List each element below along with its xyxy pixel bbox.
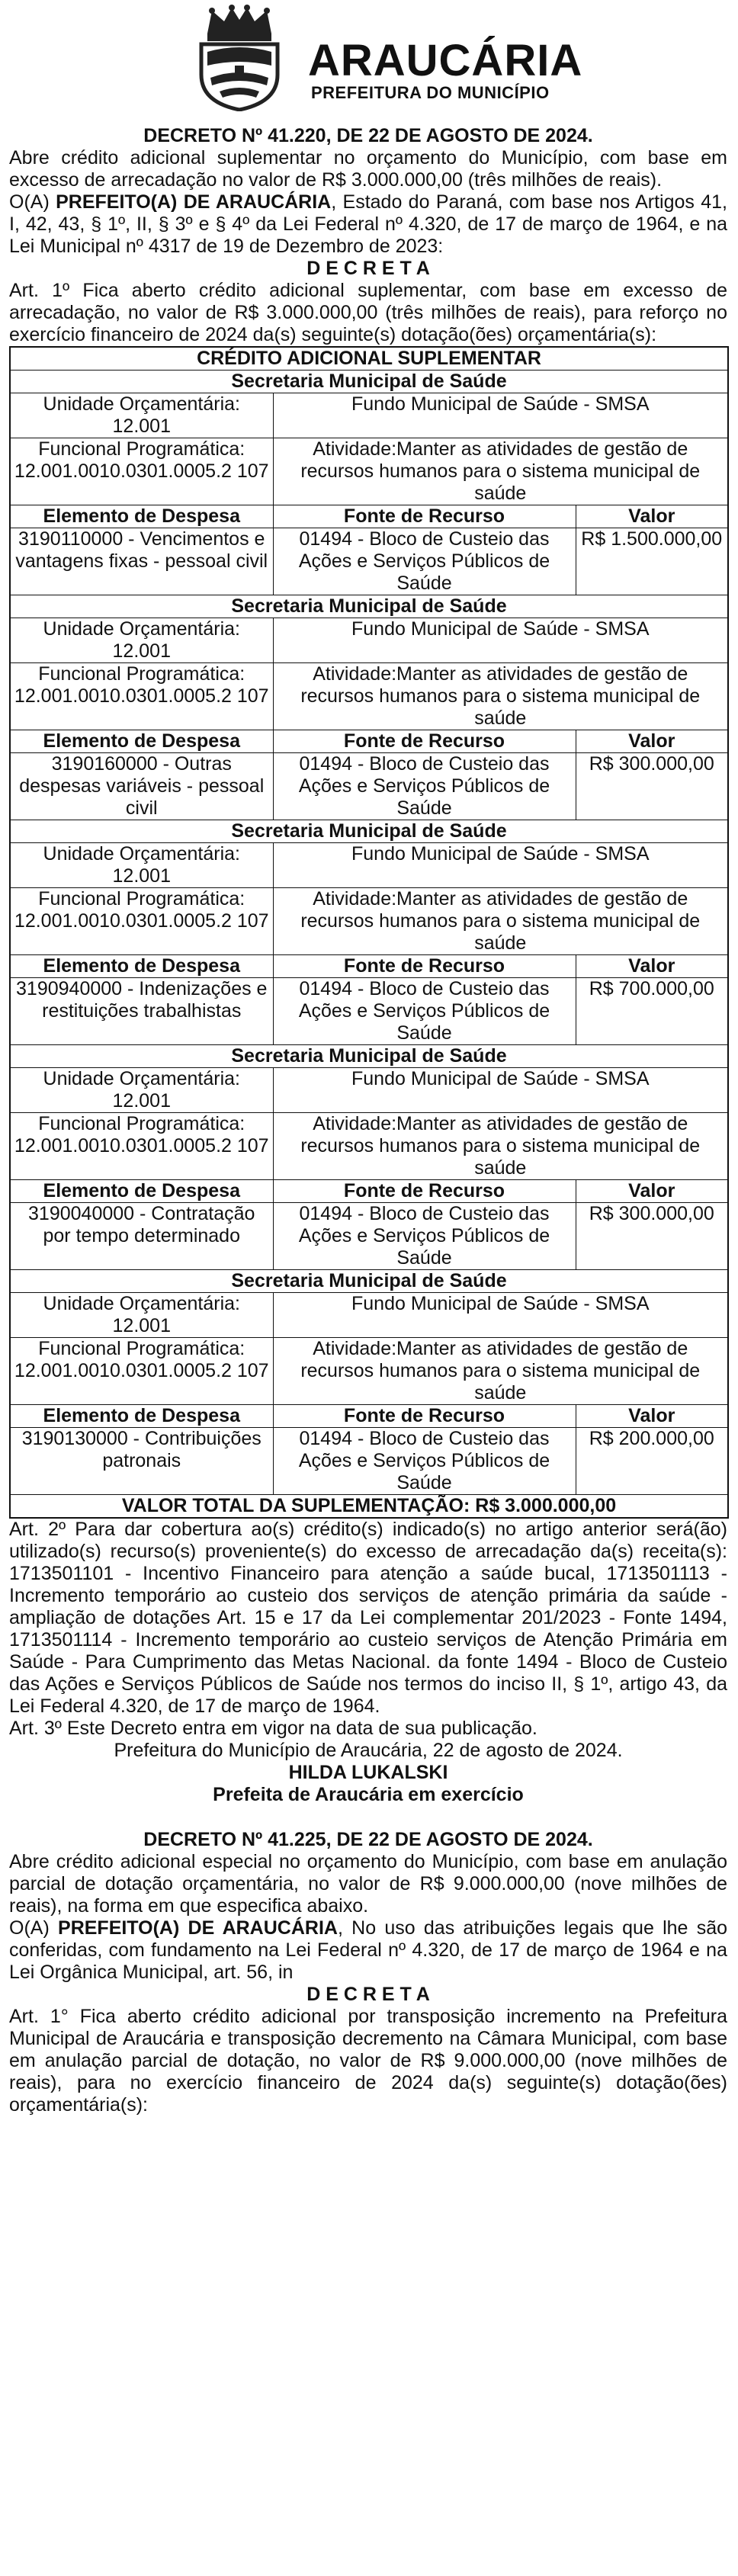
elemento-header: Elemento de Despesa: [10, 1180, 273, 1203]
valor-header: Valor: [576, 505, 728, 528]
decreta-heading: D E C R E T A: [306, 258, 430, 279]
unidade-label: Unidade Orçamentária: 12.001: [10, 1293, 273, 1338]
funcional-label: Funcional Programática: 12.001.0010.0301.0005.2 107: [10, 1113, 273, 1180]
funcional-row: [10, 888, 728, 955]
fonte-value: 01494 - Bloco de Custeio das Ações e Serviços Públicos de Saúde: [273, 1203, 576, 1270]
valor-header: Valor: [576, 1405, 728, 1428]
funcional-row: [10, 438, 728, 505]
fonte-value: 01494 - Bloco de Custeio das Ações e Serviços Públicos de Saúde: [273, 978, 576, 1045]
article-1: Art. 1º Fica aberto crédito adicional suplementar, com base em excesso de arrecadação, no valor de R$ 3.000.000,00 (três milhões de reais), para reforço no exercício financeiro de 2024 da(s) seguinte(s) dotação(ões) orçamentária(s):: [9, 280, 727, 345]
valor-value: R$ 300.000,00: [576, 1203, 728, 1270]
fundo-value: Fundo Municipal de Saúde - SMSA: [273, 843, 728, 888]
atividade-value: Atividade:Manter as atividades de gestão de recursos humanos para o sistema municipal de saúde: [273, 1338, 728, 1405]
decreta-heading-2: D E C R E T A: [306, 1984, 430, 2005]
article-2: Art. 2º Para dar cobertura ao(s) crédito(s) indicado(s) no artigo anterior será(ão) utilizado(s) recurso(s) proveniente(s) do excesso de arrecadação da(s) receita(s): 1713501101 - Incentivo Financeiro para atenção a saúde bucal, 1713501113 - Incremento temporário ao custeio dos serviços de atenção primária da saúde - ampliação de dotações Art. 15 e 17 da Lei complementar 201/2023 - Fonte 1494, 1713501114 - Incremento temporário ao custeio serviços de Atenção Primária em Saúde - Para Cumprimento das Metas Nacional. da fonte 1494 - Bloco de Custeio das Ações e Serviços Públicos de Saúde nos termos do inciso II, § 1º, artigo 43, da Lei Federal 4.320, de 17 de março de 1964.: [9, 1519, 727, 1717]
atividade-value: Atividade:Manter as atividades de gestão de recursos humanos para o sistema municipal de saúde: [273, 1113, 728, 1180]
table-title: CRÉDITO ADICIONAL SUPLEMENTAR: [10, 347, 728, 371]
unidade-row: [10, 843, 728, 888]
valor-header: Valor: [576, 955, 728, 978]
elemento-header: Elemento de Despesa: [10, 955, 273, 978]
funcional-row: [10, 663, 728, 730]
fonte-header: Fonte de Recurso: [273, 730, 576, 753]
secretaria-row: [10, 595, 728, 618]
decree-title-2: DECRETO Nº 41.225, DE 22 DE AGOSTO DE 2024.: [143, 1829, 593, 1850]
letterhead: [9, 0, 727, 122]
fundo-value: Fundo Municipal de Saúde - SMSA: [273, 1293, 728, 1338]
elemento-value: 3190940000 - Indenizações e restituições trabalhistas: [10, 978, 273, 1045]
fonte-header: Fonte de Recurso: [273, 955, 576, 978]
table-row: [10, 978, 728, 1045]
total-row: [10, 1495, 728, 1519]
elemento-value: 3190130000 - Contribuições patronais: [10, 1428, 273, 1495]
secretaria-row: [10, 1270, 728, 1293]
elemento-value: 3190040000 - Contratação por tempo determinado: [10, 1203, 273, 1270]
table-row: [10, 528, 728, 595]
unidade-label: Unidade Orçamentária: 12.001: [10, 618, 273, 663]
brand-name: ARAUCÁRIA: [308, 36, 583, 85]
valor-value: R$ 1.500.000,00: [576, 528, 728, 595]
decree-title: DECRETO Nº 41.220, DE 22 DE AGOSTO DE 2024.: [143, 125, 593, 146]
table-row: [10, 753, 728, 820]
funcional-label: Funcional Programática: 12.001.0010.0301.0005.2 107: [10, 1338, 273, 1405]
atividade-value: Atividade:Manter as atividades de gestão de recursos humanos para o sistema municipal de saúde: [273, 438, 728, 505]
elemento-header: Elemento de Despesa: [10, 505, 273, 528]
secretaria-row: [10, 1045, 728, 1068]
table-row: [10, 1203, 728, 1270]
valor-header: Valor: [576, 1180, 728, 1203]
atividade-value: Atividade:Manter as atividades de gestão de recursos humanos para o sistema municipal de saúde: [273, 888, 728, 955]
column-header-row: [10, 1405, 728, 1428]
valor-value: R$ 700.000,00: [576, 978, 728, 1045]
fundo-value: Fundo Municipal de Saúde - SMSA: [273, 393, 728, 438]
elemento-value: 3190110000 - Vencimentos e vantagens fixas - pessoal civil: [10, 528, 273, 595]
funcional-label: Funcional Programática: 12.001.0010.0301.0005.2 107: [10, 438, 273, 505]
secretaria-heading: Secretaria Municipal de Saúde: [10, 820, 728, 843]
brand-subtitle: PREFEITURA DO MUNICÍPIO: [311, 83, 550, 102]
valor-value: R$ 300.000,00: [576, 753, 728, 820]
funcional-label: Funcional Programática: 12.001.0010.0301.0005.2 107: [10, 888, 273, 955]
municipal-crest-icon: [184, 5, 295, 111]
column-header-row: [10, 505, 728, 528]
secretaria-heading: Secretaria Municipal de Saúde: [10, 1270, 728, 1293]
funcional-label: Funcional Programática: 12.001.0010.0301.0005.2 107: [10, 663, 273, 730]
article-1-decree-2: Art. 1° Fica aberto crédito adicional por transposição incremento na Prefeitura Municipal de Araucária e transposição decremento na Câmara Municipal, com base em anulação parcial de dotação, no valor de R$ 9.000.000,00 (nove milhões de reais), para no exercício financeiro de 2024 da(s) seguinte(s) dotação(ões) orçamentária(s):: [9, 2006, 727, 2116]
secretaria-heading: Secretaria Municipal de Saúde: [10, 371, 728, 393]
decree-preamble-2: O(A) PREFEITO(A) DE ARAUCÁRIA, No uso das atribuições legais que lhe são conferidas, com fundamento na Lei Federal nº 4.320, de 17 de março de 1964 e na Lei Orgânica Municipal, art. 56, in: [9, 1917, 728, 1983]
elemento-header: Elemento de Despesa: [10, 1405, 273, 1428]
fonte-value: 01494 - Bloco de Custeio das Ações e Serviços Públicos de Saúde: [273, 753, 576, 820]
total-value: VALOR TOTAL DA SUPLEMENTAÇÃO: R$ 3.000.000,00: [10, 1495, 728, 1519]
column-header-row: [10, 955, 728, 978]
unidade-label: Unidade Orçamentária: 12.001: [10, 1068, 273, 1113]
signer-role: Prefeita de Araucária em exercício: [213, 1784, 524, 1805]
funcional-row: [10, 1338, 728, 1405]
decree-summary-2: Abre crédito adicional especial no orçamento do Município, com base em anulação parcial de dotação orçamentária, no valor de R$ 9.000.000,00 (nove milhões de reais), na forma em que especifica abaixo.: [9, 1851, 727, 1917]
column-header-row: [10, 1180, 728, 1203]
elemento-value: 3190160000 - Outras despesas variáveis - pessoal civil: [10, 753, 273, 820]
fonte-header: Fonte de Recurso: [273, 1180, 576, 1203]
signer-name: HILDA LUKALSKI: [288, 1762, 448, 1783]
decree-preamble: O(A) PREFEITO(A) DE ARAUCÁRIA, Estado do Paraná, com base nos Artigos 41, I, 42, 43, § 1º, II, § 3º e § 4º da Lei Federal nº 4.320, de 17 de março de 1964, e na Lei Municipal nº 4317 de 19 de Dezembro de 2023:: [9, 191, 727, 257]
fundo-value: Fundo Municipal de Saúde - SMSA: [273, 1068, 728, 1113]
unidade-row: [10, 618, 728, 663]
funcional-row: [10, 1113, 728, 1180]
fundo-value: Fundo Municipal de Saúde - SMSA: [273, 618, 728, 663]
fonte-header: Fonte de Recurso: [273, 505, 576, 528]
decree-summary: Abre crédito adicional suplementar no orçamento do Município, com base em excesso de arrecadação no valor de R$ 3.000.000,00 (três milhões de reais).: [9, 147, 727, 191]
article-3: Art. 3º Este Decreto entra em vigor na data de sua publicação.: [9, 1718, 537, 1739]
table-row: [10, 1428, 728, 1495]
fonte-value: 01494 - Bloco de Custeio das Ações e Serviços Públicos de Saúde: [273, 528, 576, 595]
unidade-row: [10, 1293, 728, 1338]
valor-value: R$ 200.000,00: [576, 1428, 728, 1495]
place-date: Prefeitura do Município de Araucária, 22 de agosto de 2024.: [114, 1740, 623, 1761]
secretaria-heading: Secretaria Municipal de Saúde: [10, 595, 728, 618]
fonte-value: 01494 - Bloco de Custeio das Ações e Serviços Públicos de Saúde: [273, 1428, 576, 1495]
unidade-label: Unidade Orçamentária: 12.001: [10, 843, 273, 888]
elemento-header: Elemento de Despesa: [10, 730, 273, 753]
fonte-header: Fonte de Recurso: [273, 1405, 576, 1428]
valor-header: Valor: [576, 730, 728, 753]
unidade-row: [10, 393, 728, 438]
credit-table: [9, 346, 729, 1519]
atividade-value: Atividade:Manter as atividades de gestão de recursos humanos para o sistema municipal de saúde: [273, 663, 728, 730]
unidade-label: Unidade Orçamentária: 12.001: [10, 393, 273, 438]
secretaria-heading: Secretaria Municipal de Saúde: [10, 1045, 728, 1068]
column-header-row: [10, 730, 728, 753]
secretaria-row: [10, 820, 728, 843]
unidade-row: [10, 1068, 728, 1113]
secretaria-row: [10, 371, 728, 393]
